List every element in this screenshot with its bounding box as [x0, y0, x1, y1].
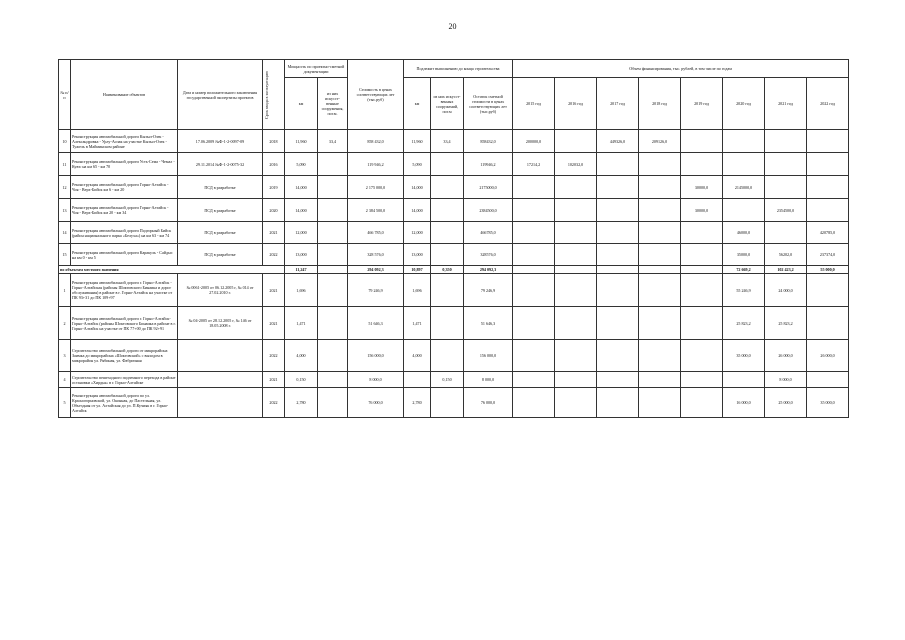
- financing-cell: [807, 153, 849, 176]
- financing-cell: [597, 199, 639, 222]
- financing-cell: [555, 244, 597, 266]
- remaining-structures-m: [431, 274, 464, 307]
- financing-cell: [681, 307, 723, 340]
- financing-cell: [555, 199, 597, 222]
- design-cost: 76 000,0: [348, 388, 404, 418]
- financing-cell: [639, 340, 681, 372]
- financing-cell: [513, 388, 555, 418]
- design-structures-m: [318, 244, 348, 266]
- remaining-length-km: 1,696: [404, 274, 431, 307]
- remaining-structures-m: 0,150: [431, 372, 464, 388]
- expertise-reference: [178, 340, 263, 372]
- remaining-structures-m: [431, 307, 464, 340]
- financing-cell: [639, 153, 681, 176]
- financing-cell: [807, 274, 849, 307]
- design-cost: 8 000,0: [348, 372, 404, 388]
- header-year-text: Срок ввода в эксплуатацию: [264, 70, 269, 119]
- object-name: Строительство пешеходного подземного перехода в районе остановки «Хирдья» в г. Горно-Алтайске: [71, 372, 178, 388]
- investment-table: [58, 59, 849, 418]
- row-number: 13: [59, 199, 71, 222]
- financing-cell: [555, 176, 597, 199]
- financing-cell: [681, 222, 723, 244]
- financing-cell: [807, 307, 849, 340]
- financing-cell: [681, 274, 723, 307]
- subtotal-remaining-km: 10,897: [404, 266, 431, 274]
- financing-cell: 30000,0: [681, 176, 723, 199]
- commission-year: 2022: [263, 340, 285, 372]
- financing-cell: [513, 372, 555, 388]
- design-cost: 119 946,2: [348, 153, 404, 176]
- design-length-km: 5,090: [285, 153, 318, 176]
- design-structures-m: [318, 372, 348, 388]
- header-km1: км: [285, 78, 318, 130]
- financing-cell: 8 000,0: [765, 372, 807, 388]
- remaining-length-km: 4,000: [404, 340, 431, 372]
- row-number: 12: [59, 176, 71, 199]
- financing-cell: 237374,0: [807, 244, 849, 266]
- subtotal-financing-cell: 72 669,2: [723, 266, 765, 274]
- remaining-length-km: 1,471: [404, 307, 431, 340]
- object-name: Реконструкция автомобильной дороги Кызыл-Озек - Александровка - Урлу-Аспак на участке Кызыл-Озек - Тужель в Майминском районе: [71, 130, 178, 153]
- commission-year: 2016: [263, 153, 285, 176]
- design-structures-m: [318, 222, 348, 244]
- design-structures-m: [318, 307, 348, 340]
- commission-year: 2021: [263, 222, 285, 244]
- table-row: [59, 222, 849, 244]
- financing-cell: [555, 222, 597, 244]
- subtotal-financing-cell: [513, 266, 555, 274]
- object-name: Реконструкция автомобильной дороги по ул. Красногорновской, ул. Оконная, до Пастельная, ул. Объездная от ул. Алтайская до ул. П.Кучияк в г. Горно-Алтайск: [71, 388, 178, 418]
- subtotal-remaining-cost: 294 092,3: [464, 266, 513, 274]
- header-year-2016: 2016 год: [555, 78, 597, 130]
- financing-cell: [765, 222, 807, 244]
- header-year-2021: 2021 год: [765, 78, 807, 130]
- row-number: 2: [59, 307, 71, 340]
- financing-cell: [681, 388, 723, 418]
- subtotal-row: [59, 266, 849, 274]
- financing-cell: [639, 274, 681, 307]
- remaining-cost: 858432,0: [464, 130, 513, 153]
- subtotal-cost: 294 092,3: [348, 266, 404, 274]
- header-pm1: из них искусст-венные сооружения, пог.м.: [318, 78, 348, 130]
- design-structures-m: 33,4: [318, 130, 348, 153]
- table-row: [59, 388, 849, 418]
- financing-cell: [681, 244, 723, 266]
- table-row: [59, 153, 849, 176]
- header-build-group: Подлежит выполнению до конца строительства: [404, 60, 513, 78]
- financing-cell: [597, 244, 639, 266]
- remaining-length-km: 14,000: [404, 176, 431, 199]
- object-name: Реконструкция автомобильной дороги Усть-Сема - Чемал - Куюс на км 65 - км 70: [71, 153, 178, 176]
- header-year-2019: 2019 год: [681, 78, 723, 130]
- financing-cell: 55 246,9: [723, 274, 765, 307]
- design-length-km: 13,000: [285, 244, 318, 266]
- remaining-structures-m: [431, 222, 464, 244]
- financing-cell: 56202,0: [765, 244, 807, 266]
- financing-cell: [639, 307, 681, 340]
- remaining-cost: 466785,0: [464, 222, 513, 244]
- remaining-cost: 8 000,0: [464, 372, 513, 388]
- financing-cell: [555, 274, 597, 307]
- remaining-structures-m: [431, 388, 464, 418]
- financing-cell: [765, 130, 807, 153]
- remaining-cost: 51 646,3: [464, 307, 513, 340]
- remaining-length-km: 2,780: [404, 388, 431, 418]
- financing-cell: [513, 199, 555, 222]
- expertise-reference: ПСД в разработке: [178, 222, 263, 244]
- design-structures-m: [318, 388, 348, 418]
- financing-cell: [723, 199, 765, 222]
- table-row: [59, 274, 849, 307]
- commission-year: 2018: [263, 130, 285, 153]
- financing-cell: [723, 153, 765, 176]
- financing-cell: 26 000,0: [765, 340, 807, 372]
- financing-cell: 35 000,0: [723, 340, 765, 372]
- financing-cell: 17214,2: [513, 153, 555, 176]
- remaining-cost: 328576,0: [464, 244, 513, 266]
- design-cost: 156 000,0: [348, 340, 404, 372]
- design-cost: 858 432,0: [348, 130, 404, 153]
- financing-cell: [639, 388, 681, 418]
- financing-cell: [723, 372, 765, 388]
- object-name: Строительство автомобильной дороги от микрорайона Заимка до микрорайона «Шоктовский» с выходом в микрорайон ул. Рябиная, ул. Фабричная: [71, 340, 178, 372]
- remaining-cost: 2175000,0: [464, 176, 513, 199]
- remaining-cost: 119946,2: [464, 153, 513, 176]
- header-km2: км: [404, 78, 431, 130]
- table-row: [59, 176, 849, 199]
- page-number: 20: [448, 22, 457, 31]
- financing-cell: [597, 176, 639, 199]
- financing-cell: 25 823,2: [765, 307, 807, 340]
- commission-year: 2021: [263, 372, 285, 388]
- header-year: [263, 60, 285, 130]
- financing-cell: 30000,0: [681, 199, 723, 222]
- financing-cell: [807, 176, 849, 199]
- subtotal-financing-cell: [639, 266, 681, 274]
- financing-cell: 420785,0: [807, 222, 849, 244]
- commission-year: 2022: [263, 244, 285, 266]
- financing-cell: [555, 372, 597, 388]
- table-row: [59, 244, 849, 266]
- object-name: Реконструкция автомобильной дороги г. Горно-Алтайск - Горно-Алтайская (районы Шоктовского Бинаика и дорог обслуживания) в районе в г. Горно-Алтайск на участке от ПК 93+31 до ПК 109+97: [71, 274, 178, 307]
- expertise-reference: ПСД в разработке: [178, 176, 263, 199]
- header-year-2018: 2018 год: [639, 78, 681, 130]
- financing-cell: [597, 340, 639, 372]
- financing-cell: [513, 222, 555, 244]
- object-name: Реконструкция автомобильной дороги Каракуль - Сайдыс на км 0 - км 5: [71, 244, 178, 266]
- commission-year: 2021: [263, 307, 285, 340]
- financing-cell: 46000,0: [723, 222, 765, 244]
- expertise-reference: ПСД в разработке: [178, 199, 263, 222]
- design-length-km: 1,696: [285, 274, 318, 307]
- header-num: № п/п: [59, 60, 71, 130]
- financing-cell: 35 000,0: [807, 388, 849, 418]
- design-cost: 79 246,9: [348, 274, 404, 307]
- expertise-reference: [178, 372, 263, 388]
- financing-cell: 25 823,2: [723, 307, 765, 340]
- financing-cell: [513, 340, 555, 372]
- remaining-structures-m: [431, 153, 464, 176]
- financing-cell: 2354500,0: [765, 199, 807, 222]
- header-docs: Дата и номер положительного заключения государственной экспертизы проектов: [178, 60, 263, 130]
- expertise-reference: № 04-2005 от 28.12.2005 г, № 146 от 18.05.2008 г.: [178, 307, 263, 340]
- financing-cell: [807, 199, 849, 222]
- financing-cell: [639, 199, 681, 222]
- design-length-km: 4,000: [285, 340, 318, 372]
- expertise-reference: [178, 388, 263, 418]
- header-design-group: Мощность по проектно-сметной документации: [285, 60, 348, 78]
- subtotal-structures-m: [318, 266, 348, 274]
- subtotal-financing-cell: [555, 266, 597, 274]
- remaining-length-km: 13,000: [404, 244, 431, 266]
- header-year-2017: 2017 год: [597, 78, 639, 130]
- row-number: 11: [59, 153, 71, 176]
- financing-cell: [513, 176, 555, 199]
- design-length-km: 2,780: [285, 388, 318, 418]
- financing-cell: [807, 130, 849, 153]
- remaining-structures-m: 33,4: [431, 130, 464, 153]
- financing-cell: [555, 388, 597, 418]
- subtotal-length-km: 11,247: [285, 266, 318, 274]
- financing-cell: [639, 176, 681, 199]
- financing-cell: [681, 130, 723, 153]
- financing-cell: 102032,0: [555, 153, 597, 176]
- financing-cell: [597, 153, 639, 176]
- commission-year: 2022: [263, 388, 285, 418]
- financing-cell: 449326,0: [597, 130, 639, 153]
- design-cost: 2 175 000,0: [348, 176, 404, 199]
- design-length-km: 1,471: [285, 307, 318, 340]
- design-length-km: 14,000: [285, 199, 318, 222]
- remaining-cost: 79 246,9: [464, 274, 513, 307]
- financing-cell: 35000,0: [723, 244, 765, 266]
- remaining-length-km: 11,960: [404, 130, 431, 153]
- remaining-structures-m: [431, 244, 464, 266]
- row-number: 1: [59, 274, 71, 307]
- subtotal-financing-cell: 55 000,0: [807, 266, 849, 274]
- row-number: 3: [59, 340, 71, 372]
- design-structures-m: [318, 340, 348, 372]
- financing-cell: [597, 372, 639, 388]
- design-length-km: 12,000: [285, 222, 318, 244]
- financing-cell: [555, 307, 597, 340]
- design-length-km: 0,150: [285, 372, 318, 388]
- financing-cell: [723, 130, 765, 153]
- header-row-top: [59, 60, 849, 78]
- financing-cell: 24 000,0: [765, 274, 807, 307]
- remaining-length-km: [404, 372, 431, 388]
- remaining-cost: 2384500,0: [464, 199, 513, 222]
- financing-cell: [513, 307, 555, 340]
- header-year-2022: 2022 год: [807, 78, 849, 130]
- financing-cell: [765, 176, 807, 199]
- design-structures-m: [318, 274, 348, 307]
- remaining-cost: 76 000,0: [464, 388, 513, 418]
- expertise-reference: ПСД в разработке: [178, 244, 263, 266]
- financing-cell: [555, 340, 597, 372]
- design-cost: 328 576,0: [348, 244, 404, 266]
- row-number: 15: [59, 244, 71, 266]
- design-cost: 466 785,0: [348, 222, 404, 244]
- subtotal-label: по объектам местного значения: [59, 266, 285, 274]
- subtotal-financing-cell: 102 423,2: [765, 266, 807, 274]
- header-pm2: из них искусст-венных сооружений, пог.м: [431, 78, 464, 130]
- header-year-2020: 2020 год: [723, 78, 765, 130]
- remaining-structures-m: [431, 340, 464, 372]
- subtotal-financing-cell: [597, 266, 639, 274]
- header-year-2015: 2015 год: [513, 78, 555, 130]
- header-finance-group: Объем финансирования, тыс. рублей, в том числе по годам: [513, 60, 849, 78]
- financing-cell: 209126,0: [639, 130, 681, 153]
- object-name: Реконструкция автомобильной дороги Горно-Алтайск - Чоя - Верх-Бийск км 20 - км 34: [71, 199, 178, 222]
- design-structures-m: [318, 176, 348, 199]
- table-row: [59, 372, 849, 388]
- financing-cell: 16 000,0: [723, 388, 765, 418]
- subtotal-financing-cell: [681, 266, 723, 274]
- financing-cell: 2145000,0: [723, 176, 765, 199]
- financing-cell: [597, 307, 639, 340]
- financing-cell: [639, 222, 681, 244]
- financing-cell: [597, 274, 639, 307]
- financing-cell: [597, 222, 639, 244]
- financing-cell: [639, 244, 681, 266]
- remaining-structures-m: [431, 176, 464, 199]
- remaining-length-km: 12,000: [404, 222, 431, 244]
- remaining-structures-m: [431, 199, 464, 222]
- financing-cell: 200000,0: [513, 130, 555, 153]
- financing-cell: [513, 244, 555, 266]
- remaining-length-km: 5,090: [404, 153, 431, 176]
- financing-cell: 25 000,0: [765, 388, 807, 418]
- financing-cell: [597, 388, 639, 418]
- financing-cell: [681, 340, 723, 372]
- table-row: [59, 130, 849, 153]
- table-row: [59, 307, 849, 340]
- object-name: Реконструкция автомобильной дороги Подгорный Бийск (район национального парка «Белуха») на км 63 - км 74: [71, 222, 178, 244]
- commission-year: 2020: [263, 199, 285, 222]
- table-row: [59, 199, 849, 222]
- row-number: 4: [59, 372, 71, 388]
- design-structures-m: [318, 153, 348, 176]
- remaining-length-km: 14,000: [404, 199, 431, 222]
- expertise-reference: 29.11.2014 №Ф-1-2-0075-32: [178, 153, 263, 176]
- financing-cell: [555, 130, 597, 153]
- design-length-km: 14,000: [285, 176, 318, 199]
- financing-cell: [681, 153, 723, 176]
- header-cost2: Остаток сметной стоимости в ценах соответствующих лет (тыс.руб): [464, 78, 513, 130]
- remaining-cost: 156 000,0: [464, 340, 513, 372]
- financing-cell: [639, 372, 681, 388]
- object-name: Реконструкция автомобильной дороги г. Горно-Алтайск-Горно-Алтайск (районы Шоктовского Бинаика в районе в г. Горно-Алтайск на участке от ПК 77+00 до ПК 92+91: [71, 307, 178, 340]
- commission-year: 2019: [263, 176, 285, 199]
- financing-cell: [765, 153, 807, 176]
- row-number: 10: [59, 130, 71, 153]
- header-cost1: Стоимость в ценах соответствующих лет (тыс.руб): [348, 60, 404, 130]
- subtotal-remaining-structures: 0,350: [431, 266, 464, 274]
- table-row: [59, 340, 849, 372]
- financing-cell: [807, 372, 849, 388]
- expertise-reference: 17.06.2009 №Ф-1-2-0097-09: [178, 130, 263, 153]
- object-name: Реконструкция автомобильной дороги Горно-Алтайск - Чоя - Верх-Бийск км 6 - км 20: [71, 176, 178, 199]
- financing-cell: [513, 274, 555, 307]
- design-length-km: 11,960: [285, 130, 318, 153]
- expertise-reference: № 0061-2005 от 06.12.2005 г, № 014 от 27.02.2010 г.: [178, 274, 263, 307]
- header-name: Наименование объектов: [71, 60, 178, 130]
- row-number: 5: [59, 388, 71, 418]
- design-structures-m: [318, 199, 348, 222]
- row-number: 14: [59, 222, 71, 244]
- commission-year: 2021: [263, 274, 285, 307]
- design-cost: 51 646,3: [348, 307, 404, 340]
- financing-cell: [681, 372, 723, 388]
- design-cost: 2 384 500,0: [348, 199, 404, 222]
- financing-cell: 26 000,0: [807, 340, 849, 372]
